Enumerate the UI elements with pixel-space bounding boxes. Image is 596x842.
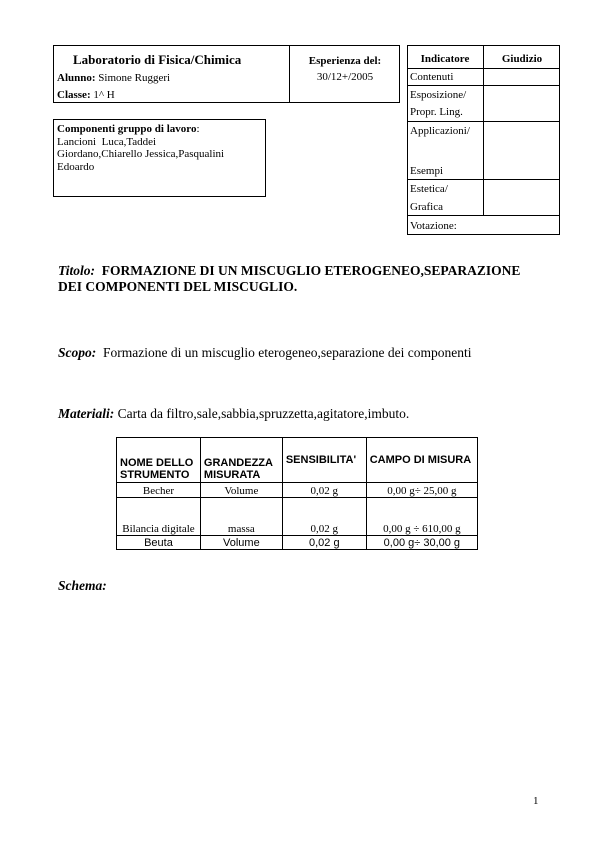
scopo-text: Formazione di un miscuglio eterogeneo,separazione dei componenti — [103, 345, 472, 360]
titolo-line-1 — [58, 263, 520, 279]
cell-campo: 0,00 g ÷ 610,00 g — [366, 498, 477, 536]
scopo-section — [58, 345, 472, 361]
table-row — [117, 498, 478, 536]
row-grafica: Grafica — [410, 201, 443, 213]
group-label-line: Componenti gruppo di lavoro: — [57, 123, 200, 135]
row-applicazioni: Applicazioni/ — [410, 125, 470, 137]
classe-line — [57, 89, 115, 101]
cell-sensibilita: 0,02 g — [282, 483, 366, 498]
row-esposizione: Esposizione/ — [410, 89, 467, 101]
classe-value: 1^ H — [93, 89, 115, 101]
table-row — [117, 483, 478, 498]
materiali-section — [58, 406, 409, 422]
col-indicatore: Indicatore — [420, 53, 470, 65]
titolo-text-2: DEI COMPONENTI DEL MISCUGLIO. — [58, 279, 298, 294]
alunno-value: Simone Ruggeri — [98, 72, 171, 84]
cell-campo: 0,00 g÷ 30,00 g — [366, 536, 477, 550]
alunno-line — [57, 72, 170, 84]
titolo-section — [58, 263, 520, 295]
cell-campo: 0,00 g÷ 25,00 g — [366, 483, 477, 498]
cell-strumento: Bilancia digitale — [117, 498, 201, 536]
group-text — [57, 123, 224, 173]
titolo-label: Titolo: — [58, 263, 95, 278]
cell-strumento: Becher — [117, 483, 201, 498]
row-votazione: Votazione: — [410, 220, 457, 232]
alunno-label: Alunno: — [57, 72, 96, 84]
materiali-label: Materiali: — [58, 406, 115, 421]
scopo-label: Scopo: — [58, 345, 97, 360]
group-line-1: Lancioni Luca,Taddei — [57, 135, 157, 148]
header-sensibilita: SENSIBILITA' — [282, 438, 366, 483]
page-number: 1 — [533, 795, 539, 807]
cell-grandezza: Volume — [200, 536, 282, 550]
cell-sensibilita: 0,02 g — [282, 536, 366, 550]
group-line-2: Giordano,Chiarello Jessica,Pasqualini — [57, 148, 225, 160]
cell-strumento: Beuta — [117, 536, 201, 550]
header-grandezza-misurata: GRANDEZZA MISURATA — [200, 438, 282, 483]
titolo-text-1: FORMAZIONE DI UN MISCUGLIO ETEROGENEO,SEPARAZIONE — [101, 263, 521, 278]
cell-grandezza: massa — [200, 498, 282, 536]
row-contenuti: Contenuti — [410, 71, 454, 83]
row-propr-ling: Propr. Ling. — [410, 106, 463, 118]
header-nome-strumento: NOME DELLO STRUMENTO — [117, 438, 201, 483]
group-line-3: Edoardo — [57, 160, 95, 173]
table-header-row — [117, 438, 478, 483]
esperienza-label: Esperienza del: — [308, 55, 382, 67]
header-campo-di-misura: CAMPO DI MISURA — [366, 438, 477, 483]
instruments-table — [116, 437, 478, 550]
cell-grandezza: Volume — [200, 483, 282, 498]
lab-title: Laboratorio di Fisica/Chimica — [73, 52, 242, 67]
cell-sensibilita: 0,02 g — [282, 498, 366, 536]
materiali-text: Carta da filtro,sale,sabbia,spruzzetta,agitatore,imbuto. — [117, 406, 410, 421]
classe-label: Classe: — [57, 89, 91, 101]
table-row — [117, 536, 478, 550]
group-label: Componenti gruppo di lavoro — [57, 123, 197, 135]
row-estetica: Estetica/ — [410, 183, 448, 195]
col-giudizio: Giudizio — [501, 53, 543, 65]
schema-section — [58, 578, 107, 594]
esperienza-value: 30/12+/2005 — [316, 71, 374, 83]
schema-label: Schema: — [58, 578, 107, 593]
row-esempi: Esempi — [410, 165, 443, 177]
